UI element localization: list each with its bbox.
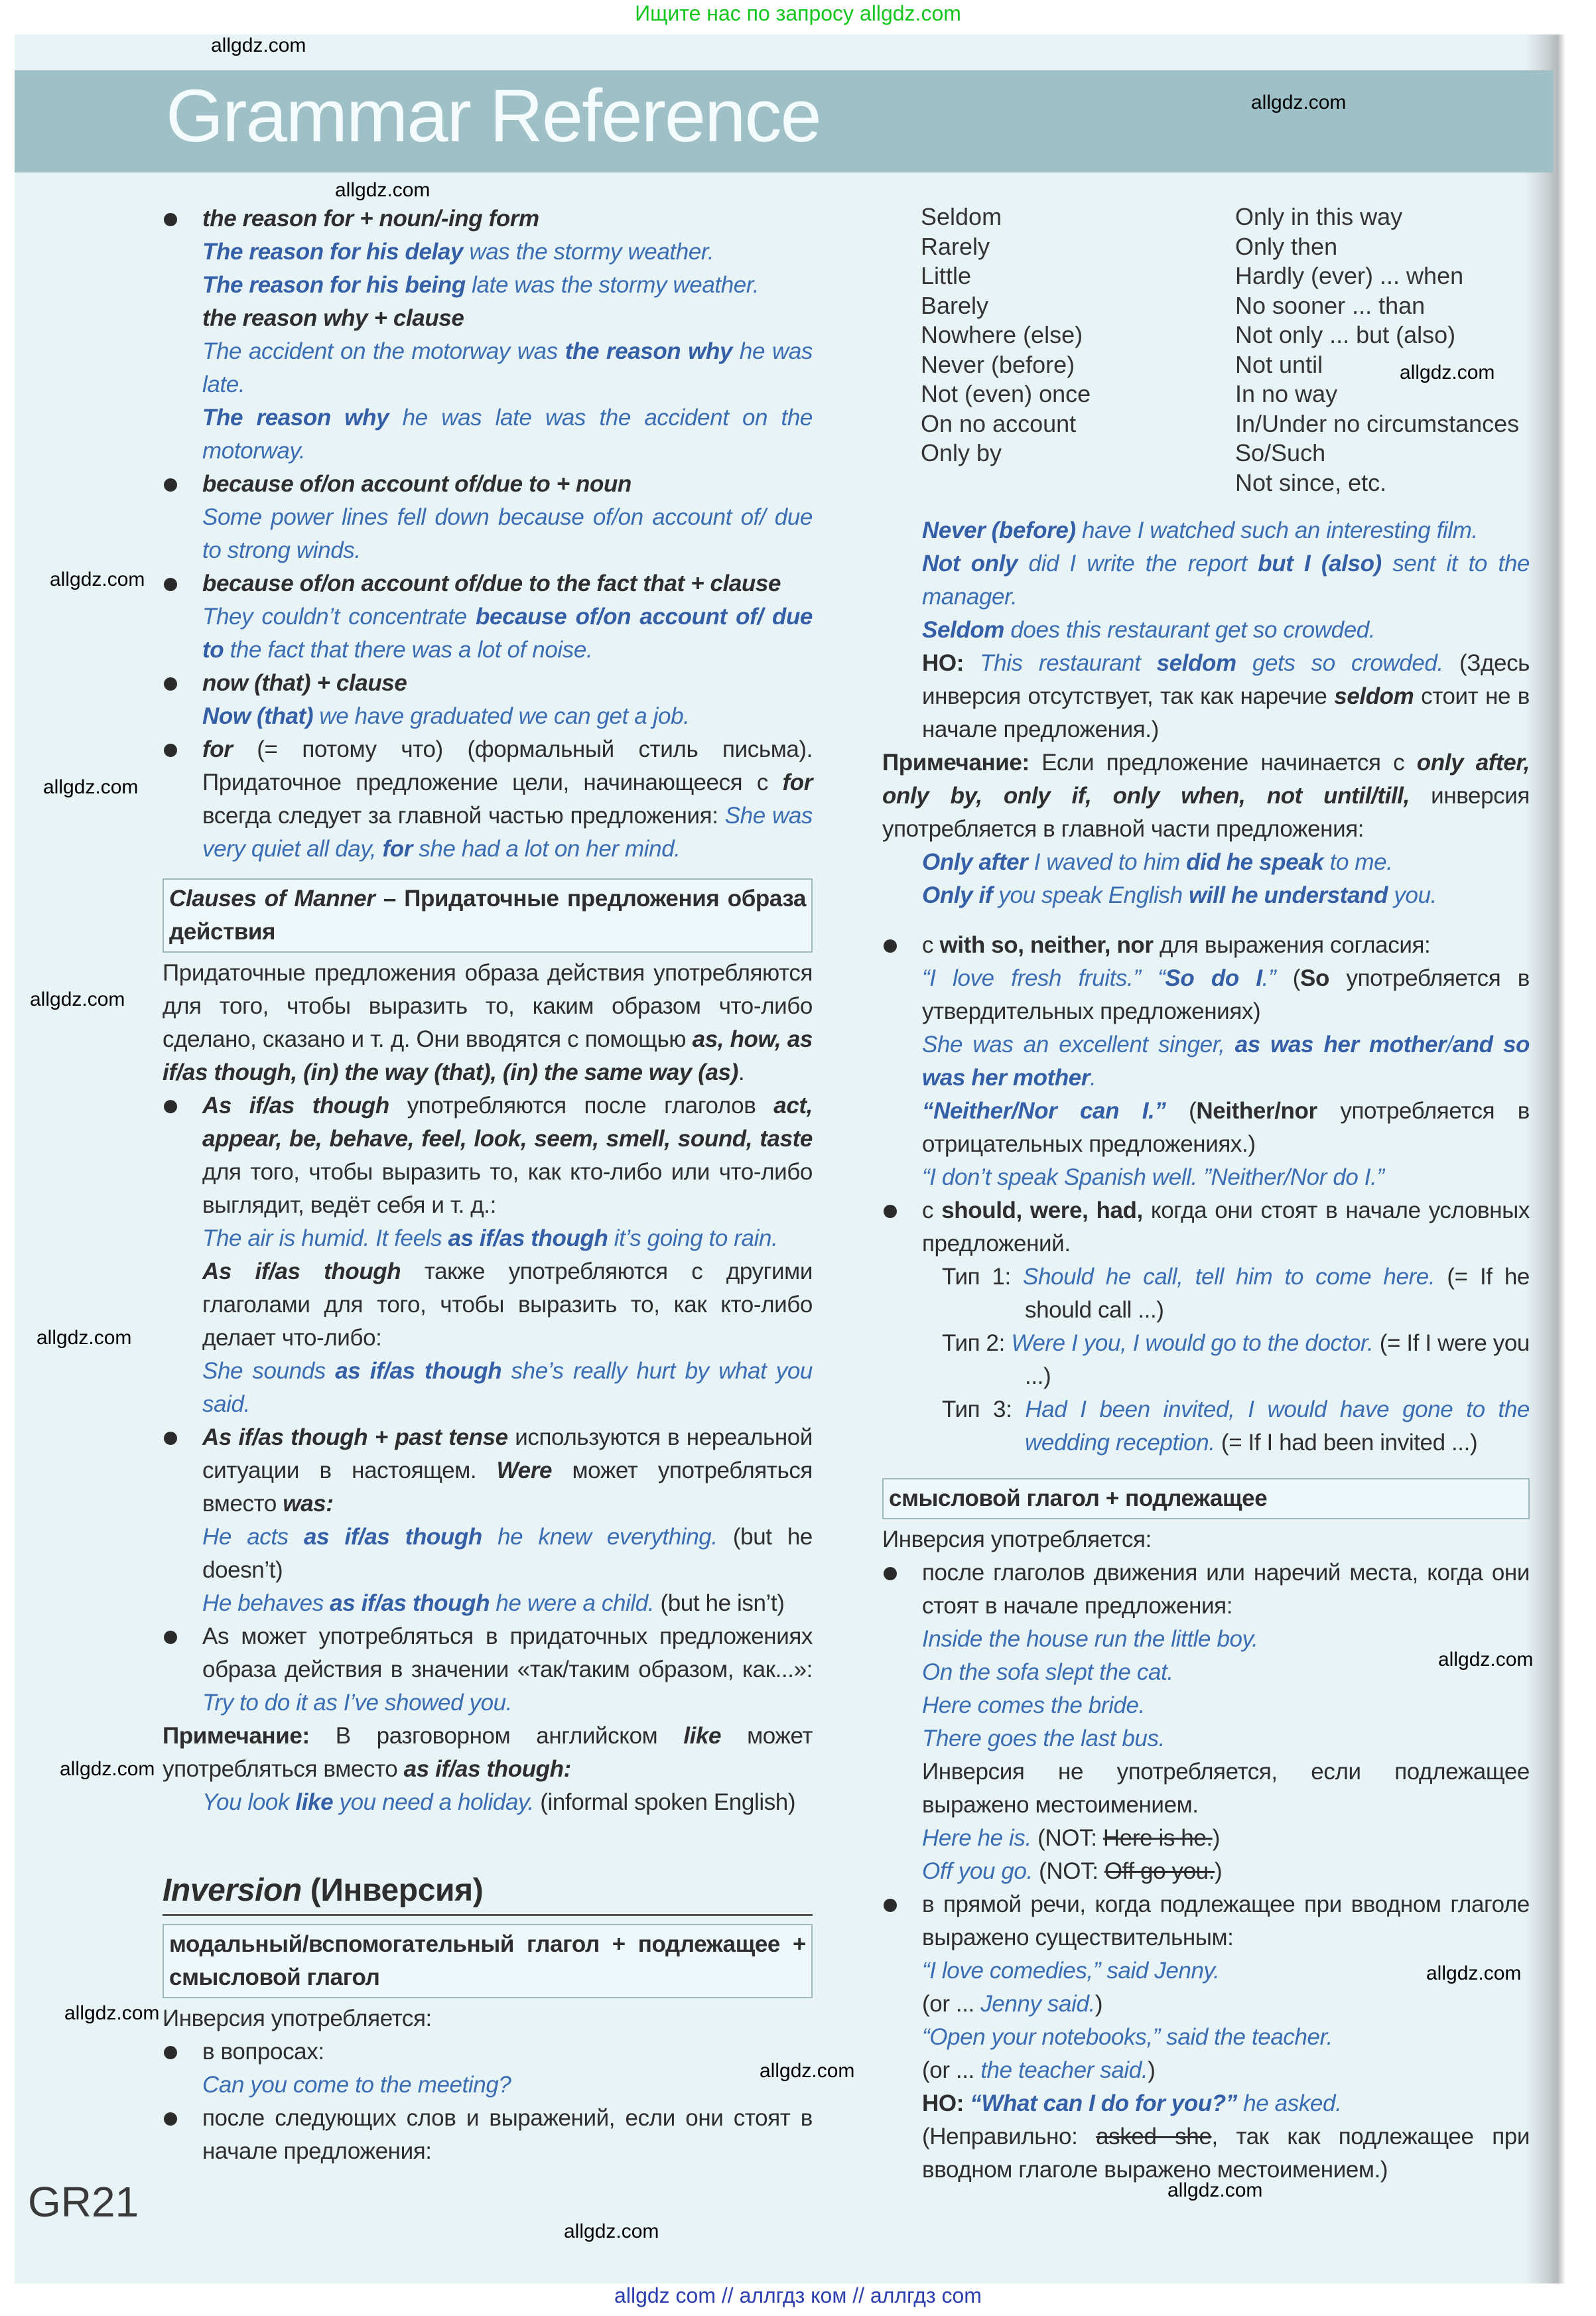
text: в вопросах:: [202, 2039, 324, 2065]
indented-line: [882, 1689, 1530, 1722]
text: после следующих слов и выражений, если они стоят в начале предложения:: [202, 2105, 813, 2164]
text: В разговорном английском: [309, 1723, 684, 1749]
example-text: you.: [1388, 882, 1437, 908]
bullet-item: [163, 733, 813, 866]
example-text: “Open your notebooks,” said the teacher.: [922, 2024, 1333, 2050]
keyword: As if/as though: [202, 1259, 401, 1284]
indented-line: [163, 236, 813, 269]
example-text: The air is humid. It feels: [202, 1225, 448, 1251]
text: используются в нереальной ситуации в настоящем.: [202, 1424, 813, 1483]
example-text: Off you go.: [922, 1858, 1033, 1884]
watermark: allgdz.com: [30, 988, 125, 1010]
watermark: allgdz.com: [1400, 362, 1495, 383]
indented-line: [882, 1722, 1530, 1755]
example-keyword: will he understand: [1189, 882, 1388, 908]
bottom-links[interactable]: allgdz com // аллгдз ком // аллгдз com: [614, 2283, 982, 2307]
keyword: for: [782, 770, 813, 795]
keyword: only after, only by, only if, only when, not until/till,: [882, 750, 1530, 809]
example-keyword: for: [382, 836, 413, 862]
indented-line: [882, 1028, 1530, 1095]
text: Инверсия употребляется:: [163, 2006, 432, 2031]
example-text: “I love fresh fruits.” “: [922, 965, 1165, 991]
example-keyword: the reason why: [565, 338, 733, 364]
struck-text: Here is he.: [1102, 1825, 1213, 1851]
keyword: Clauses of Manner: [169, 886, 375, 912]
example-keyword: and so was her mother: [922, 1032, 1530, 1091]
example-text: you speak English: [992, 882, 1189, 908]
text: инверсия употребляется в главной части предложения:: [882, 783, 1530, 842]
paragraph: [882, 1523, 1530, 1556]
right-section-main-verb: [882, 1474, 1530, 2187]
text: (informal spoken English): [533, 1789, 796, 1815]
example-text: “I love comedies,” said Jenny.: [922, 1958, 1220, 1984]
example-keyword: but I (also): [1258, 551, 1382, 577]
bullet-item: [163, 1421, 813, 1521]
example-text: There goes the last bus.: [922, 1726, 1165, 1751]
example-text: the teacher said.: [980, 2057, 1148, 2083]
example-text: Can you come to the meeting?: [202, 2072, 511, 2098]
example-text: Should he call, tell him to come here.: [1023, 1264, 1435, 1290]
example-keyword: Seldom: [922, 617, 1005, 643]
inversion-trigger-word: Hardly (ever) ... when: [1235, 262, 1464, 289]
keyword: for: [202, 736, 233, 762]
indented-line: [882, 1161, 1530, 1194]
text: употребляются после глаголов: [389, 1093, 774, 1119]
example-keyword: Only if: [922, 882, 993, 908]
example-text: She was an excellent singer,: [922, 1032, 1235, 1057]
inversion-trigger-word: On no account: [921, 409, 1077, 437]
example-keyword: like: [295, 1789, 334, 1815]
example-text: This restaurant: [980, 650, 1157, 676]
keyword: the reason for + noun/-ing form: [202, 206, 539, 232]
indented-line: [882, 1988, 1530, 2021]
example-text: have I watched such an interesting film.: [1075, 517, 1478, 543]
example-keyword: as if/as though: [335, 1358, 502, 1384]
inversion-trigger-word: Not only ... but (also): [1235, 321, 1456, 348]
text: также употребляются с другими глаголами для того, чтобы выразить то, как кто-либо делает что-либо:: [202, 1259, 813, 1351]
indented-line: [882, 1855, 1530, 1888]
text: стоит не в начале предложения.): [922, 683, 1530, 742]
bold-text: Примечание:: [882, 750, 1030, 776]
example-keyword: as if/as though: [448, 1225, 608, 1251]
text: в прямой речи, когда подлежащее при вводном глаголе выражено существительным:: [922, 1891, 1530, 1950]
type-line: [922, 1260, 1530, 1327]
top-banner[interactable]: Ищите нас по запросу allgdz.com: [635, 1, 961, 25]
indented-line: [163, 302, 813, 335]
indented-line: [882, 614, 1530, 647]
example-text: Here he is.: [922, 1825, 1031, 1851]
indented-line: [163, 401, 813, 468]
indented-line: [163, 1255, 813, 1355]
type-line: [922, 1393, 1530, 1460]
example-text: I waved to him: [1028, 849, 1187, 875]
text: (= If I were you ...): [1025, 1330, 1530, 1389]
text: с: [922, 932, 940, 958]
page-number: GR21: [28, 2178, 139, 2226]
text: всегда следует за главной частью предложения:: [202, 803, 725, 829]
example-keyword: “Neither/Nor can I.”: [922, 1098, 1166, 1124]
example-keyword: as was her mother: [1234, 1032, 1447, 1057]
bullet-item: [163, 1620, 813, 1720]
indented-line: [882, 1755, 1530, 1822]
bold-text: смысловой глагол + подлежащее: [889, 1485, 1268, 1511]
watermark: allgdz.com: [50, 569, 145, 590]
example-text: /: [1446, 1032, 1453, 1057]
indented-line: [882, 2021, 1530, 2054]
bold-text: НО:: [922, 650, 980, 676]
keyword: Were: [496, 1458, 553, 1483]
example-text: she’s really hurt by what you said.: [202, 1358, 813, 1417]
watermark: allgdz.com: [36, 1327, 132, 1349]
text: (Неправильно:: [922, 2124, 1097, 2149]
example-keyword: as if/as though: [304, 1524, 482, 1550]
indented-line: [882, 2054, 1530, 2087]
right-section-examples: [882, 514, 1530, 912]
text: ): [1215, 1858, 1223, 1884]
text: для того, чтобы выразить то, как кто-либо или что-либо выглядит, ведёт себя и т. д.:: [202, 1159, 813, 1218]
watermark: allgdz.com: [1426, 1962, 1522, 1984]
text: может употребляться вместо: [163, 1723, 813, 1782]
bullet-item: [163, 468, 813, 501]
example-text: They couldn’t concentrate: [202, 604, 476, 630]
keyword: was:: [283, 1491, 334, 1517]
text: когда они стоят в начале условных предложений.: [922, 1197, 1530, 1257]
example-keyword: Not only: [922, 551, 1018, 577]
indented-line: [882, 879, 1530, 912]
inversion-trigger-word: Not since, etc.: [1235, 468, 1387, 496]
inversion-trigger-word: So/Such: [1235, 439, 1326, 466]
text: (: [1165, 1098, 1197, 1124]
example-text: it’s going to rain.: [608, 1225, 778, 1251]
boxed-heading: [882, 1478, 1530, 1519]
example-text: “I don’t speak Spanish well. ”Neither/Nor do I.”: [922, 1164, 1384, 1190]
page-fold-shadow: [1526, 34, 1565, 2283]
keyword: act, appear, be, behave, feel, look, seem, smell, sound, taste: [202, 1093, 813, 1152]
example-text: does this restaurant get so crowded.: [1004, 617, 1376, 643]
watermark: allgdz.com: [564, 2220, 659, 2242]
example-keyword: So do I: [1165, 965, 1262, 991]
watermark: allgdz.com: [1251, 92, 1347, 113]
text: , так как подлежащее при вводном глаголе выражено местоимением.): [922, 2124, 1530, 2183]
example-keyword: seldom: [1156, 650, 1236, 676]
boxed-heading: [163, 878, 813, 953]
example-text: She was very quiet all day,: [202, 803, 813, 862]
example-text: He acts: [202, 1524, 304, 1550]
text: употребляется в утвердительных предложениях): [922, 965, 1530, 1024]
keyword: the reason why + clause: [202, 305, 464, 331]
example-text: The accident on the motorway was: [202, 338, 565, 364]
left-section-reason: [163, 202, 813, 866]
example-text: did I write the report: [1017, 551, 1258, 577]
struck-text: asked she: [1096, 2124, 1212, 2149]
bold-text: (Инверсия): [301, 1873, 484, 1908]
keyword: because of/on account of/due to the fact that + clause: [202, 571, 781, 596]
paragraph: [882, 746, 1530, 846]
text: ): [1212, 1825, 1220, 1851]
inversion-trigger-word: Not (even) once: [921, 380, 1091, 407]
bold-text: модальный/вспомогательный глагол + подлежащее + смысловой глагол: [169, 1931, 806, 1990]
keyword: Inversion: [163, 1873, 302, 1908]
bold-text: should, were, had,: [941, 1197, 1143, 1223]
inversion-trigger-word: Only then: [1235, 232, 1338, 260]
example-text: Some power lines fell down because of/on account of/ due to strong winds.: [202, 504, 813, 563]
section-heading: [163, 1868, 813, 1916]
text: употребляется в отрицательных предложениях.): [922, 1098, 1530, 1157]
example-keyword: Only after: [922, 849, 1028, 875]
example-keyword: Never (before): [922, 517, 1076, 543]
watermark: allgdz.com: [760, 2060, 855, 2082]
indented-line: [882, 1822, 1530, 1855]
text: (NOT:: [1031, 1825, 1103, 1851]
example-keyword: “What can I do for you?”: [970, 2090, 1237, 2116]
example-text: Inside the house run the little boy.: [922, 1626, 1258, 1652]
text: ): [1095, 1991, 1103, 2017]
indented-line: [163, 1587, 813, 1620]
watermark: allgdz.com: [1167, 2179, 1263, 2201]
keyword: As if/as though: [202, 1093, 389, 1119]
example-text: Had I been invited, I would have gone to the wedding reception.: [1025, 1396, 1530, 1456]
inversion-trigger-word: Only in this way: [1235, 203, 1403, 230]
example-text: .”: [1262, 965, 1276, 991]
indented-line: [882, 514, 1530, 547]
bold-text: – Придаточные предложения образа действия: [169, 886, 807, 945]
example-text: .: [1090, 1065, 1097, 1091]
indented-line: [163, 1222, 813, 1255]
example-keyword: did he speak: [1186, 849, 1324, 875]
example-text: she had a lot on her mind.: [412, 836, 681, 862]
example-text: He behaves: [202, 1590, 330, 1616]
indented-line: [882, 1656, 1530, 1689]
watermark: allgdz.com: [335, 179, 431, 201]
paragraph: [163, 1720, 813, 1786]
inversion-trigger-word: Seldom: [921, 203, 1002, 230]
text: (Здесь инверсия отсутствует, так как наречие: [922, 650, 1530, 709]
example-keyword: as if/as though: [330, 1590, 490, 1616]
inversion-trigger-word: No sooner ... than: [1235, 291, 1426, 319]
text: Придаточные предложения образа действия употребляются для того, чтобы выразить то, каким образом что-либо сделано, сказано и т. д. Они вводятся с помощью: [163, 960, 813, 1052]
watermark: allgdz.com: [64, 2002, 160, 2024]
text: .: [738, 1059, 745, 1085]
bullet-item: [163, 2102, 813, 2168]
keyword: like: [683, 1723, 722, 1749]
bullet-item: [882, 929, 1530, 962]
bullet-item: [882, 1888, 1530, 1954]
watermark: allgdz.com: [43, 776, 139, 798]
text: Тип 1:: [942, 1264, 1024, 1290]
paragraph: [163, 2002, 813, 2035]
indented-line: [163, 335, 813, 401]
inversion-trigger-word: In no way: [1235, 380, 1338, 407]
text: (NOT:: [1032, 1858, 1104, 1884]
inversion-trigger-word: In/Under no circumstances: [1235, 409, 1520, 437]
indented-line: [882, 547, 1530, 614]
left-section-inversion: [163, 1868, 813, 2168]
keyword: seldom: [1334, 683, 1414, 709]
example-keyword: The reason for his being: [202, 272, 466, 298]
watermark: allgdz.com: [60, 1758, 155, 1780]
example-text: Jenny said.: [980, 1991, 1095, 2017]
text: с: [922, 1197, 942, 1223]
struck-text: Off go you.: [1104, 1858, 1215, 1884]
example-text: She sounds: [202, 1358, 336, 1384]
indented-line: [163, 1521, 813, 1587]
indented-line: [163, 700, 813, 733]
indented-line: [163, 600, 813, 667]
text: (: [1276, 965, 1301, 991]
inversion-trigger-word: Little: [921, 262, 972, 289]
bold-text: Neither/nor: [1196, 1098, 1317, 1124]
keyword: as if/as though:: [403, 1756, 571, 1782]
text: (but he doesn’t): [202, 1524, 813, 1583]
example-text: late was the stormy weather.: [465, 272, 760, 298]
indented-line: [882, 2120, 1530, 2187]
example-text: he was late.: [202, 338, 813, 397]
word-list-col2: [1235, 202, 1519, 498]
text: As может употребляться в придаточных предложениях образа действия в значении «так/таким образом, как...»:: [202, 1623, 813, 1682]
indented-line: [882, 846, 1530, 879]
inversion-trigger-word: Rarely: [921, 232, 990, 260]
type-line: [922, 1327, 1530, 1393]
bullet-item: [882, 1556, 1530, 1623]
example-text: we have graduated we can get a job.: [313, 703, 690, 729]
bold-text: Примечание:: [163, 1723, 310, 1749]
example-text: to me.: [1323, 849, 1393, 875]
bullet-item: [163, 1089, 813, 1222]
text: Тип 3:: [942, 1396, 1026, 1422]
watermark: allgdz.com: [1438, 1649, 1534, 1670]
indented-line: [882, 1095, 1530, 1161]
keyword: because of/on account of/due to + noun: [202, 471, 632, 497]
bold-text: So: [1300, 965, 1329, 991]
indented-line: [882, 962, 1530, 1028]
boxed-heading: [163, 1924, 813, 1998]
indented-line: [163, 1355, 813, 1421]
page-title: Grammar Reference: [166, 74, 821, 157]
example-keyword: Now (that): [202, 703, 314, 729]
inversion-trigger-word: Not until: [1235, 350, 1323, 378]
word-list-col1: [921, 202, 1091, 468]
example-keyword: The reason for his delay: [202, 239, 464, 265]
example-text: On the sofa slept the cat.: [922, 1659, 1173, 1685]
watermark: allgdz.com: [211, 34, 306, 56]
text: Инверсия употребляется:: [882, 1527, 1152, 1552]
text: (= If I had been invited ...): [1215, 1430, 1478, 1456]
inversion-trigger-word: Barely: [921, 291, 989, 319]
example-text: gets so crowded.: [1236, 650, 1443, 676]
text: (or ...: [922, 1991, 981, 2017]
bullet-item: [163, 2035, 813, 2069]
indented-line: [163, 269, 813, 302]
left-section-manner: [163, 874, 813, 1819]
indented-line: [163, 501, 813, 567]
text: после глаголов движения или наречий места, когда они стоят в начале предложения:: [922, 1560, 1530, 1619]
example-text: Were I you, I would go to the doctor.: [1011, 1330, 1374, 1356]
inversion-trigger-word: Only by: [921, 439, 1002, 466]
text: ): [1148, 2057, 1156, 2083]
inversion-trigger-word: Never (before): [921, 350, 1075, 378]
example-keyword: The reason why: [202, 405, 389, 431]
example-text: Try to do it as I’ve showed you.: [202, 1690, 513, 1716]
paragraph: [163, 957, 813, 1089]
right-section-agreement: [882, 929, 1530, 1460]
bullet-item: [163, 567, 813, 600]
example-text: he was late was the accident on the motorway.: [202, 405, 813, 464]
keyword: now (that) + clause: [202, 670, 407, 696]
text: Инверсия не употребляется, если подлежащее выражено местоимением.: [922, 1759, 1530, 1818]
example-keyword: because of/on account of/ due to: [202, 604, 813, 663]
inversion-trigger-word: Nowhere (else): [921, 321, 1083, 348]
bold-text: with so, neither, nor: [939, 932, 1154, 958]
text: Если предложение начинается с: [1029, 750, 1417, 776]
indented-line: [882, 2087, 1530, 2120]
bullet-item: [163, 202, 813, 236]
example-text: was the stormy weather.: [463, 239, 714, 265]
example-text: You look: [202, 1789, 296, 1815]
text: (= потому что) (формальный стиль письма). Придаточное предложение цели, начинающееся с: [202, 736, 813, 795]
example-text: the fact that there was a lot of noise.: [224, 637, 593, 663]
text: (or ...: [922, 2057, 981, 2083]
indented-line: [882, 647, 1530, 746]
example-text: sent it to the manager.: [922, 551, 1530, 610]
keyword: As if/as though + past tense: [202, 1424, 508, 1450]
indented-line: [163, 1786, 813, 1819]
example-text: you need a holiday.: [333, 1789, 534, 1815]
example-text: Here comes the bride.: [922, 1692, 1145, 1718]
example-text: he knew everything.: [482, 1524, 718, 1550]
bullet-item: [163, 667, 813, 700]
bold-text: НО:: [922, 2090, 970, 2116]
text: для выражения согласия:: [1153, 932, 1431, 958]
example-text: he were a child.: [490, 1590, 655, 1616]
text: может употребляться вместо: [202, 1458, 813, 1517]
bullet-item: [882, 1194, 1530, 1260]
keyword: as, how, as if/as though, (in) the way (that), (in) the same way (as): [163, 1026, 813, 1085]
text: Тип 2:: [942, 1330, 1012, 1356]
text: (but he isn’t): [654, 1590, 785, 1616]
text: (= If he should call ...): [1025, 1264, 1530, 1323]
indented-line: [882, 1623, 1530, 1656]
indented-line: [163, 2069, 813, 2102]
example-text: he asked.: [1236, 2090, 1342, 2116]
